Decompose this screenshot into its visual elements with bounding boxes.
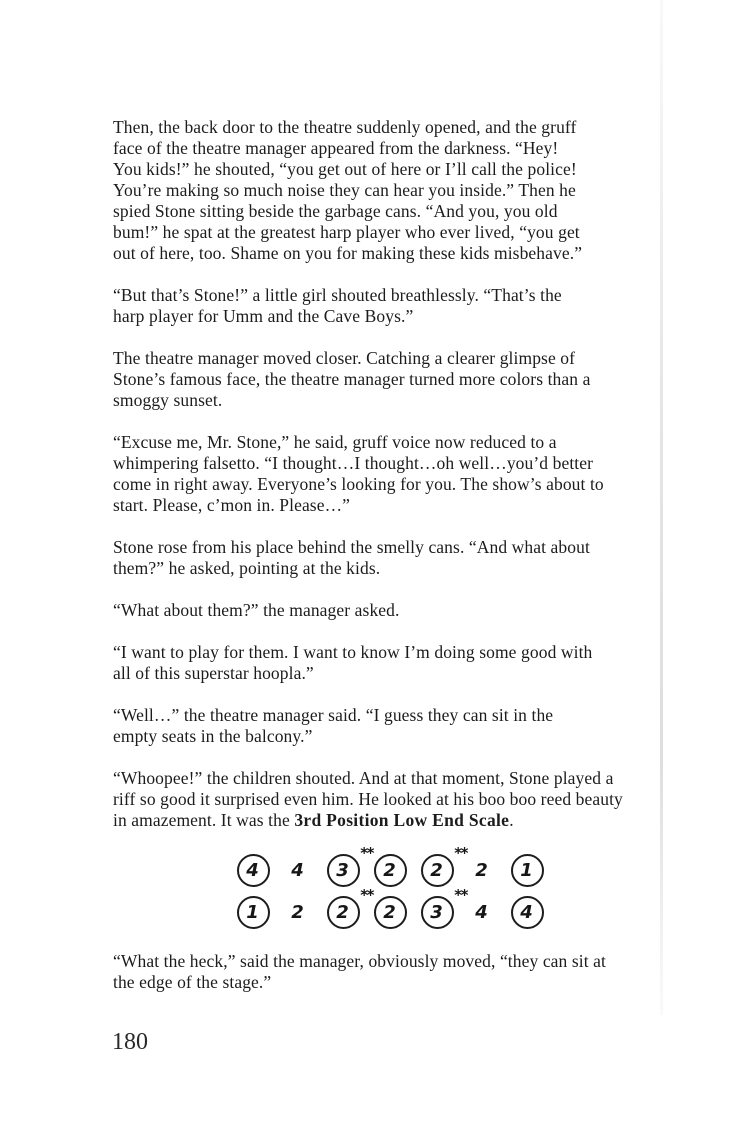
text-line: harp player for Umm and the Cave Boys.” — [113, 306, 414, 326]
tab-note-circled — [511, 896, 544, 929]
story-after-tab — [113, 951, 683, 993]
hole-number: 2 — [336, 902, 349, 923]
page-content — [113, 117, 683, 1014]
text-line: start. Please, c’mon in. Please…” — [113, 495, 351, 515]
text-line: riff so good it surprised even him. He looked at his boo boo reed beauty — [113, 789, 623, 809]
text-line: “I want to play for them. I want to know I’m doing some good with — [113, 642, 593, 662]
tab-note-circled — [327, 886, 373, 929]
text-line: The theatre manager moved closer. Catching a clearer glimpse of — [113, 348, 576, 368]
tab-note-circled — [374, 896, 407, 929]
tab-note-circled — [237, 896, 270, 929]
hole-number: 1 — [246, 902, 259, 923]
text-line: them?” he asked, pointing at the kids. — [113, 558, 381, 578]
text-line: face of the theatre manager appeared from the darkness. “Hey! — [113, 138, 559, 158]
tab-note-circled — [237, 854, 270, 887]
text-line: Stone rose from his place behind the smelly cans. “And what about — [113, 537, 590, 557]
hole-number: 3 — [430, 902, 443, 923]
tab-note-circled — [327, 844, 373, 887]
bend-asterisks: ** — [360, 844, 373, 862]
text-line: Stone’s famous face, the theatre manager turned more colors than a — [113, 369, 591, 389]
text-line: You kids!” he shouted, “you get out of here or I’ll call the police! — [113, 159, 577, 179]
tab-note-circled — [421, 844, 467, 887]
scale-name-emphasis: 3rd Position Low End Scale — [294, 810, 510, 830]
text-line — [113, 810, 683, 831]
story-paragraph — [113, 705, 683, 747]
story-paragraph — [113, 951, 683, 993]
hole-number: 2 — [383, 860, 396, 881]
bend-asterisks: ** — [454, 844, 467, 862]
story-paragraph — [113, 285, 683, 327]
bend-asterisks: ** — [454, 886, 467, 904]
tab-note-plain — [468, 898, 497, 927]
text-line: “What the heck,” said the manager, obviously moved, “they can sit at — [113, 951, 607, 971]
hole-number: 2 — [430, 860, 443, 881]
story-paragraph — [113, 432, 683, 516]
tab-note-circled — [511, 854, 544, 887]
tab-row — [237, 886, 683, 929]
text-segment: in amazement. It was the — [113, 810, 295, 830]
text-line: spied Stone sitting beside the garbage cans. “And you, you old — [113, 201, 558, 221]
text-line: bum!” he spat at the greatest harp player who ever lived, “you get — [113, 222, 580, 242]
hole-number: 3 — [336, 860, 349, 881]
tab-note-plain — [468, 856, 497, 885]
story-paragraph — [113, 642, 683, 684]
text-line: “But that’s Stone!” a little girl shouted breathlessly. “That’s the — [113, 285, 562, 305]
hole-number: 1 — [520, 860, 533, 881]
text-line: “Whoopee!” the children shouted. And at that moment, Stone played a — [113, 768, 614, 788]
story-paragraph — [113, 537, 683, 579]
hole-number: 2 — [383, 902, 396, 923]
text-segment: . — [509, 810, 514, 830]
text-line: out of here, too. Shame on you for making these kids misbehave.” — [113, 243, 583, 263]
text-line: Then, the back door to the theatre suddenly opened, and the gruff — [113, 117, 577, 137]
story-paragraph — [113, 348, 683, 411]
text-line: all of this superstar hoopla.” — [113, 663, 314, 683]
story-paragraph — [113, 600, 683, 621]
text-line: “Excuse me, Mr. Stone,” he said, gruff voice now reduced to a — [113, 432, 557, 452]
text-line: whimpering falsetto. “I thought…I thought…oh well…you’d better — [113, 453, 594, 473]
tab-note-circled — [421, 886, 467, 929]
hole-number: 4 — [520, 902, 533, 923]
page-number: 180 — [112, 1029, 148, 1055]
text-line: “What about them?” the manager asked. — [113, 600, 400, 620]
story-before-tab — [113, 117, 683, 831]
text-line: empty seats in the balcony.” — [113, 726, 313, 746]
text-line: You’re making so much noise they can hear you inside.” Then he — [113, 180, 576, 200]
tab-note-circled — [374, 854, 407, 887]
text-line: “Well…” the theatre manager said. “I guess they can sit in the — [113, 705, 554, 725]
hole-number: 2 — [475, 860, 488, 881]
story-paragraph — [113, 117, 683, 264]
text-line: the edge of the stage.” — [113, 972, 272, 992]
hole-number: 2 — [291, 902, 304, 923]
tab-note-plain — [284, 856, 313, 885]
text-line: smoggy sunset. — [113, 390, 223, 410]
story-paragraph — [113, 768, 683, 831]
hole-number: 4 — [291, 860, 304, 881]
bend-asterisks: ** — [360, 886, 373, 904]
hole-number: 4 — [246, 860, 259, 881]
tab-row — [237, 844, 683, 887]
hole-number: 4 — [475, 902, 488, 923]
harmonica-tab — [237, 844, 683, 929]
text-line: come in right away. Everyone’s looking for you. The show’s about to — [113, 474, 604, 494]
tab-note-plain — [284, 898, 313, 927]
